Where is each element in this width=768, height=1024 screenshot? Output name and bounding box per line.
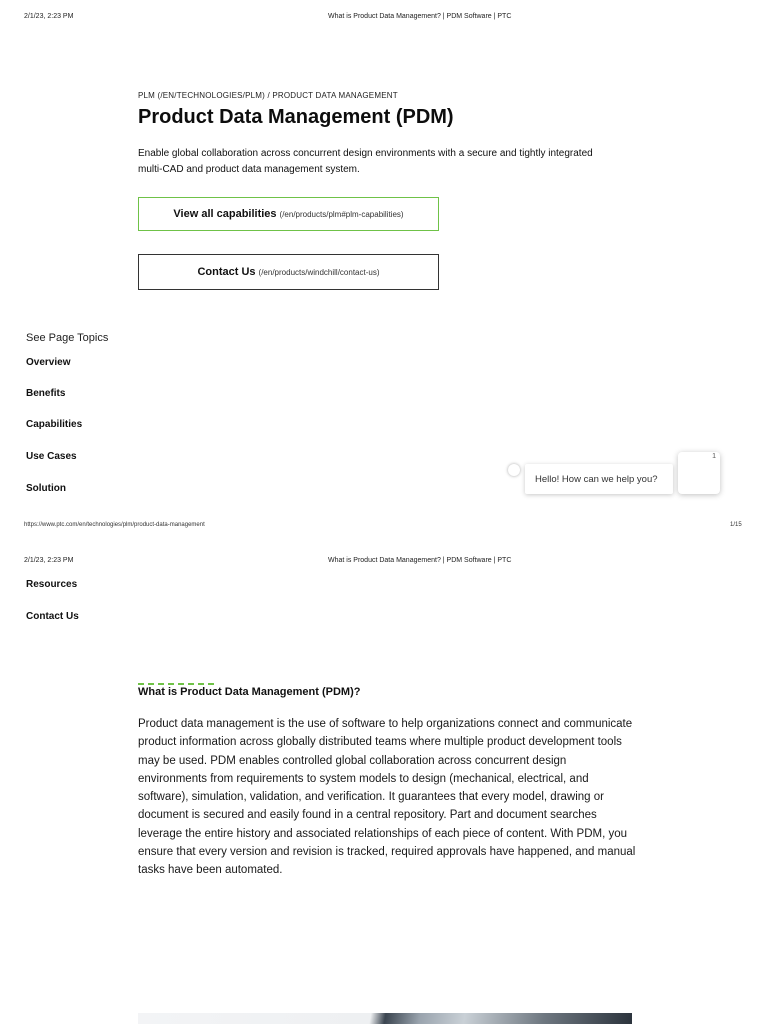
breadcrumb-current: PRODUCT DATA MANAGEMENT <box>272 91 398 100</box>
print-page-number: 1/15 <box>730 522 742 528</box>
section-heading: What is Product Data Management (PDM)? <box>138 686 361 698</box>
section-body: Product data management is the use of software to help organizations connect and communicate product information across globally distributed teams where multiple product development tools may be used. PDM enables controlled global collaboration across concurrent design environments from requirements to system models to design (mechanical, electrical, and software), simulation, validation, and verification. It guarantees that every model, drawing or document is secured and easily found in a central repository. Part and document searches leverage the entire history and associated relationships of each piece of content. With PDM, you ensure that every version and revision is tracked, required approvals have happened, and manual tasks have been automated. <box>138 718 636 877</box>
topic-link-use-cases[interactable]: Use Cases <box>26 451 77 462</box>
print-page-title-page2: What is Product Data Management? | PDM Software | PTC <box>328 557 512 564</box>
chat-launcher-button[interactable] <box>678 452 720 494</box>
chat-indicator-dot <box>508 464 520 476</box>
topic-link-capabilities[interactable]: Capabilities <box>26 419 83 430</box>
contact-us-url: (/en/products/windchill/contact-us) <box>258 267 380 277</box>
view-all-capabilities-label: View all capabilities <box>173 208 277 220</box>
chat-unread-badge: 1 <box>712 453 716 460</box>
topic-link-contact-us[interactable]: Contact Us <box>26 611 79 622</box>
page-topics-label: See Page Topics <box>26 332 109 344</box>
topic-link-benefits[interactable]: Benefits <box>26 388 66 399</box>
section-image <box>138 1013 632 1024</box>
print-footer-url: https://www.ptc.com/en/technologies/plm/product-data-management <box>24 522 205 528</box>
print-datetime-page2: 2/1/23, 2:23 PM <box>24 557 74 564</box>
chat-greeting-text: Hello! How can we help you? <box>535 473 658 485</box>
section-accent-divider <box>138 683 214 685</box>
topic-link-resources[interactable]: Resources <box>26 579 78 590</box>
breadcrumb-link-plm[interactable]: PLM (/EN/TECHNOLOGIES/PLM) <box>138 91 265 100</box>
breadcrumb-separator: / <box>267 91 270 100</box>
topic-link-solution[interactable]: Solution <box>26 483 66 494</box>
page-description: Enable global collaboration across concurrent design environments with a secure and tightly integrated multi-CAD and product data management system. <box>138 148 593 175</box>
topic-link-overview[interactable]: Overview <box>26 357 71 368</box>
view-all-capabilities-url: (/en/products/plm#plm-capabilities) <box>279 209 404 219</box>
print-datetime: 2/1/23, 2:23 PM <box>24 13 74 20</box>
view-all-capabilities-button[interactable] <box>138 197 439 231</box>
breadcrumb <box>138 91 398 100</box>
contact-us-button[interactable] <box>138 254 439 290</box>
page-title: Product Data Management (PDM) <box>138 106 454 128</box>
print-page-title: What is Product Data Management? | PDM Software | PTC <box>328 13 512 20</box>
chat-greeting-bubble[interactable] <box>525 464 673 494</box>
contact-us-label: Contact Us <box>197 266 256 278</box>
